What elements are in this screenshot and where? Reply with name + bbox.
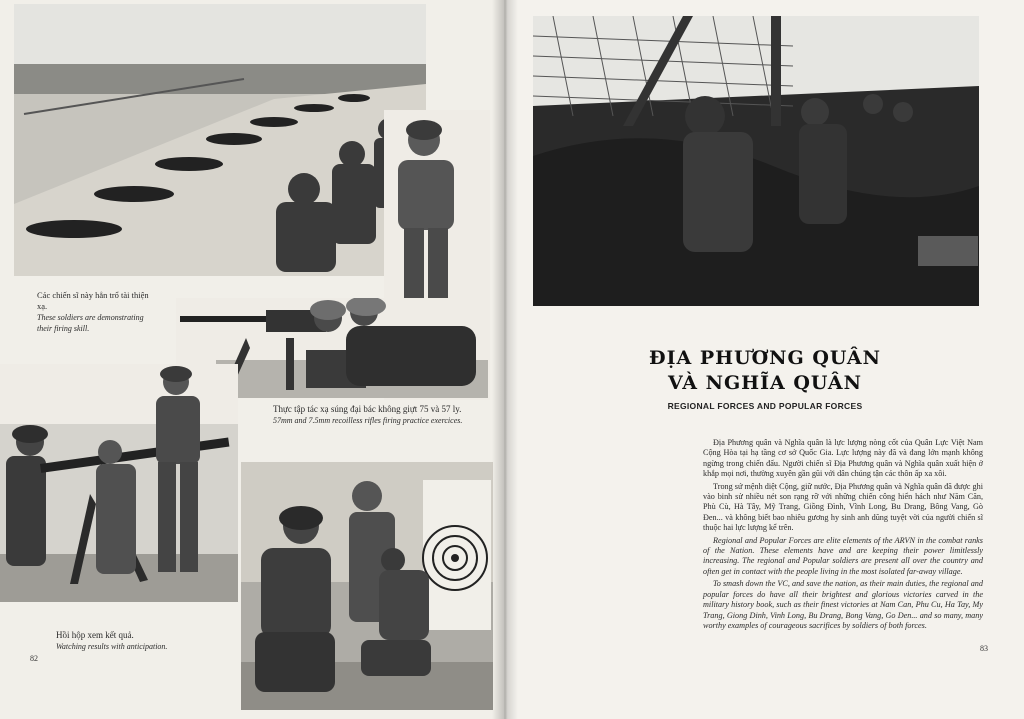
title-line-2: VÀ NGHĨA QUÂN <box>667 372 863 394</box>
paragraph-en-2: To smash down the VC, and save the nation, as their main duties, the regional and popular forces do have all their brightest and glorious victories carved in the military history book, such as their finest victories at Nam Can, Phu Cu, Ha Tay, My Trang, Giong Dinh, Vinh Long, Bu Drang, Bong Vang, Go Den... and so many, many worthy examples of courageous sacrifices by soldiers of both forces. <box>703 579 983 630</box>
photo-recoilless-rifle <box>0 364 238 602</box>
caption-en: These soldiers are demonstrating their firing skill. <box>37 313 144 333</box>
caption-recoilless <box>273 404 473 426</box>
photo-barbed-wire <box>533 16 979 306</box>
article-subtitle: REGIONAL FORCES AND POPULAR FORCES <box>667 401 863 411</box>
caption-vi: Hồi hộp xem kết quả. <box>56 630 134 640</box>
caption-vi: Thực tập tác xạ súng đại bác không giựt 75 và 57 ly. <box>273 404 462 414</box>
caption-firing-skill <box>37 290 157 334</box>
article-title <box>600 346 930 396</box>
caption-en: Watching results with anticipation. <box>56 642 168 651</box>
caption-vi: Các chiến sĩ này hẳn trổ tài thiện xạ. <box>37 290 149 311</box>
page-number-right: 83 <box>980 644 988 653</box>
paragraph-en-1: Regional and Popular Forces are elite elements of the ARVN in the combat ranks of the Nation. These elements have and are keeping their power limitlessly increasing. The regional and Popular soldiers are present all over the country and often get in contact with the people living in the most isolated far-away village. <box>703 535 983 576</box>
paragraph-vi-2: Trong sứ mệnh diệt Cộng, giữ nước, Địa Phương quân và Nghĩa quân đã được ghi vào binh sử nhiều nét son rạng rỡ với những chiến công hiển hách như Năm Căn, Phù Cù, Hà Tây, Mỹ Trang, Giồng Đình, Vĩnh Long, Bu Drang, Bông Vang, Gò Đen... và không biết bao nhiêu gương hy sinh anh dũng tuyệt vời của người chiến sĩ thuộc hai lực lượng kể trên. <box>703 481 983 533</box>
paragraph-vi-1: Địa Phương quân và Nghĩa quân là lực lượng nòng cốt của Quân Lực Việt Nam Cộng Hòa tại hạ tầng cơ sở Quốc Gia. Lực lượng này đã và đang lớn mạnh không ngừng trong chiến đấu. Người chiến sĩ Địa Phương quân và Nghĩa quân xuất hiện ở khắp mọi nơi, thường xuyên gần gũi với dân chúng tận các thôn ấp xa xôi. <box>703 438 983 479</box>
photo-target-check <box>241 462 493 710</box>
book-gutter <box>492 0 518 719</box>
photo-firing-range <box>14 4 426 276</box>
article-body <box>703 438 983 633</box>
page-number-left: 82 <box>30 654 38 663</box>
caption-en: 57mm and 7.5mm recoilless rifles firing practice exercices. <box>273 416 463 425</box>
title-line-1: ĐỊA PHƯƠNG QUÂN <box>648 347 882 369</box>
caption-anticipation <box>56 630 231 652</box>
